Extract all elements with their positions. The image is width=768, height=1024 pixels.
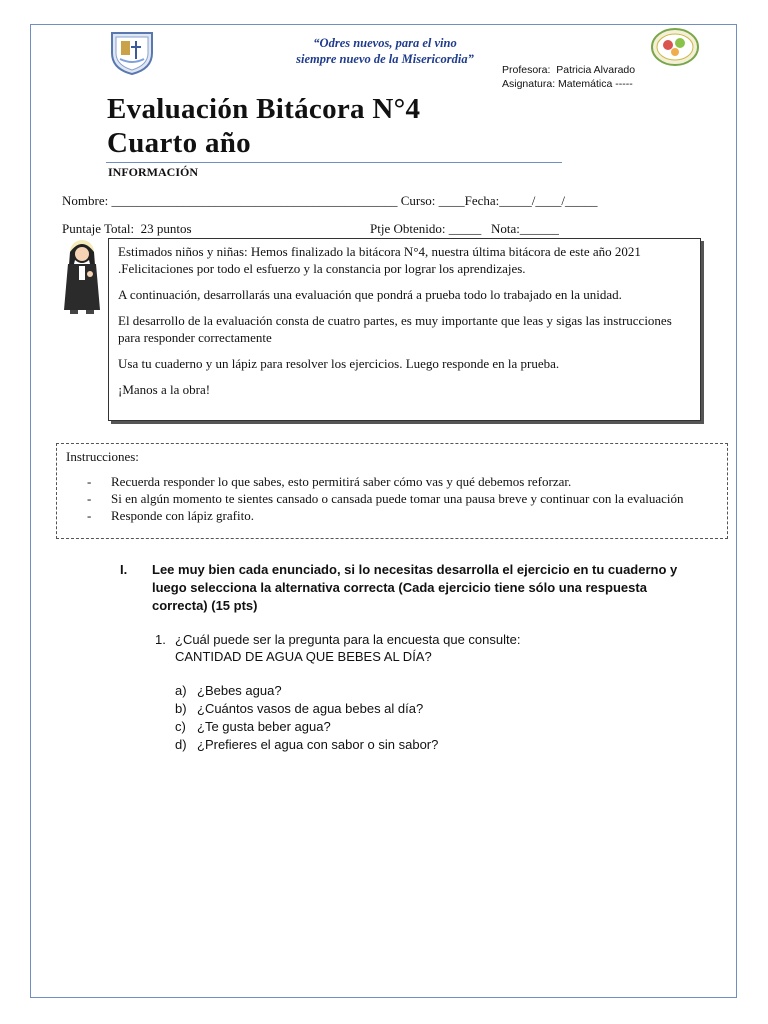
instructions-title: Instrucciones: bbox=[66, 449, 139, 464]
option-letter: c) bbox=[175, 719, 186, 734]
question-number: 1. bbox=[155, 632, 166, 647]
section-instructions: Lee muy bien cada enunciado, si lo necesitas desarrolla el ejercicio en tu cuaderno y luego selecciona la alternativa correcta (Cada ejercicio tiene sólo una respuesta correcta) (15 pts) bbox=[152, 562, 678, 613]
student-name-field[interactable]: Nombre: ____________________________________________ Curso: ____Fecha:_____/____/_____ bbox=[62, 193, 598, 208]
option-text: ¿Cuántos vasos de agua bebes al día? bbox=[197, 701, 424, 716]
option-text: ¿Te gusta beber agua? bbox=[197, 719, 331, 734]
section-1-heading bbox=[120, 561, 680, 615]
teacher-label: Profesora: bbox=[502, 64, 551, 76]
title-underline bbox=[106, 162, 562, 163]
subject-label: Asignatura: bbox=[502, 78, 556, 90]
intro-paragraph: El desarrollo de la evaluación consta de cuatro partes, es muy importante que leas y sigas las instrucciones para responder correctamente bbox=[118, 313, 672, 345]
question-text-line-1: ¿Cuál puede ser la pregunta para la encuesta que consulte: bbox=[175, 632, 521, 647]
option-letter: a) bbox=[175, 683, 187, 698]
intro-paragraph: A continuación, desarrollarás una evaluación que pondrá a prueba todo lo trabajado en la unidad. bbox=[118, 287, 622, 302]
teacher-name: Patricia Alvarado bbox=[556, 64, 636, 76]
intro-message-box bbox=[108, 238, 701, 421]
motto-line-1: “Odres nuevos, para el vino bbox=[313, 36, 457, 50]
question-1 bbox=[155, 631, 675, 665]
instruction-item: - Si en algún momento te sientes cansado o cansada puede tomar una pausa breve y continuar con la evaluación bbox=[87, 491, 684, 506]
teacher-info bbox=[502, 63, 635, 91]
intro-paragraph: ¡Manos a la obra! bbox=[118, 382, 211, 397]
answer-option-c[interactable] bbox=[175, 718, 438, 736]
info-heading: INFORMACIÓN bbox=[108, 165, 198, 179]
subject-name: Matemática ----- bbox=[558, 78, 633, 90]
instruction-text: Si en algún momento te sientes cansado o cansada puede tomar una pausa breve y continuar con la evaluación bbox=[111, 491, 684, 506]
answer-option-a[interactable] bbox=[175, 682, 438, 700]
answer-option-d[interactable] bbox=[175, 736, 438, 754]
option-text: ¿Bebes agua? bbox=[197, 683, 282, 698]
school-crest-logo bbox=[106, 29, 158, 75]
intro-paragraph: Estimados niños y niñas: Hemos finalizado la bitácora N°4, nuestra última bitácora de este año 2021 .Felicitaciones por todo el esfuerzo y la constancia por lograr los aprendizajes. bbox=[118, 244, 641, 276]
option-letter: d) bbox=[175, 737, 187, 752]
instruction-item: - Recuerda responder lo que sabes, esto permitirá saber cómo vas y qué debemos reforzar. bbox=[87, 474, 572, 489]
section-number: I. bbox=[120, 562, 128, 577]
option-letter: b) bbox=[175, 701, 187, 716]
instructions-box bbox=[56, 443, 728, 539]
document-title bbox=[107, 92, 420, 160]
question-text-line-2: CANTIDAD DE AGUA QUE BEBES AL DÍA? bbox=[175, 649, 432, 664]
instructions-list bbox=[66, 474, 718, 524]
score-obtained-field[interactable]: Ptje Obtenido: _____ Nota:______ bbox=[370, 221, 559, 236]
instruction-item: - Responde con lápiz grafito. bbox=[87, 508, 254, 523]
score-total: Puntaje Total: 23 puntos bbox=[62, 221, 192, 236]
title-line-2: Cuarto año bbox=[107, 127, 251, 159]
option-text: ¿Prefieres el agua con sabor o sin sabor? bbox=[197, 737, 439, 752]
program-logo bbox=[650, 27, 700, 67]
motto-line-2: siempre nuevo de la Misericordia” bbox=[296, 52, 474, 66]
school-motto bbox=[220, 35, 550, 67]
title-line-1: Evaluación Bitácora N°4 bbox=[107, 93, 421, 125]
instruction-text: Recuerda responder lo que sabes, esto permitirá saber cómo vas y qué debemos reforzar. bbox=[111, 474, 572, 489]
question-1-options bbox=[175, 682, 438, 754]
intro-paragraph: Usa tu cuaderno y un lápiz para resolver los ejercicios. Luego responde en la prueba. bbox=[118, 356, 560, 371]
nun-illustration bbox=[60, 238, 104, 316]
instruction-text: Responde con lápiz grafito. bbox=[111, 508, 254, 523]
answer-option-b[interactable] bbox=[175, 700, 438, 718]
